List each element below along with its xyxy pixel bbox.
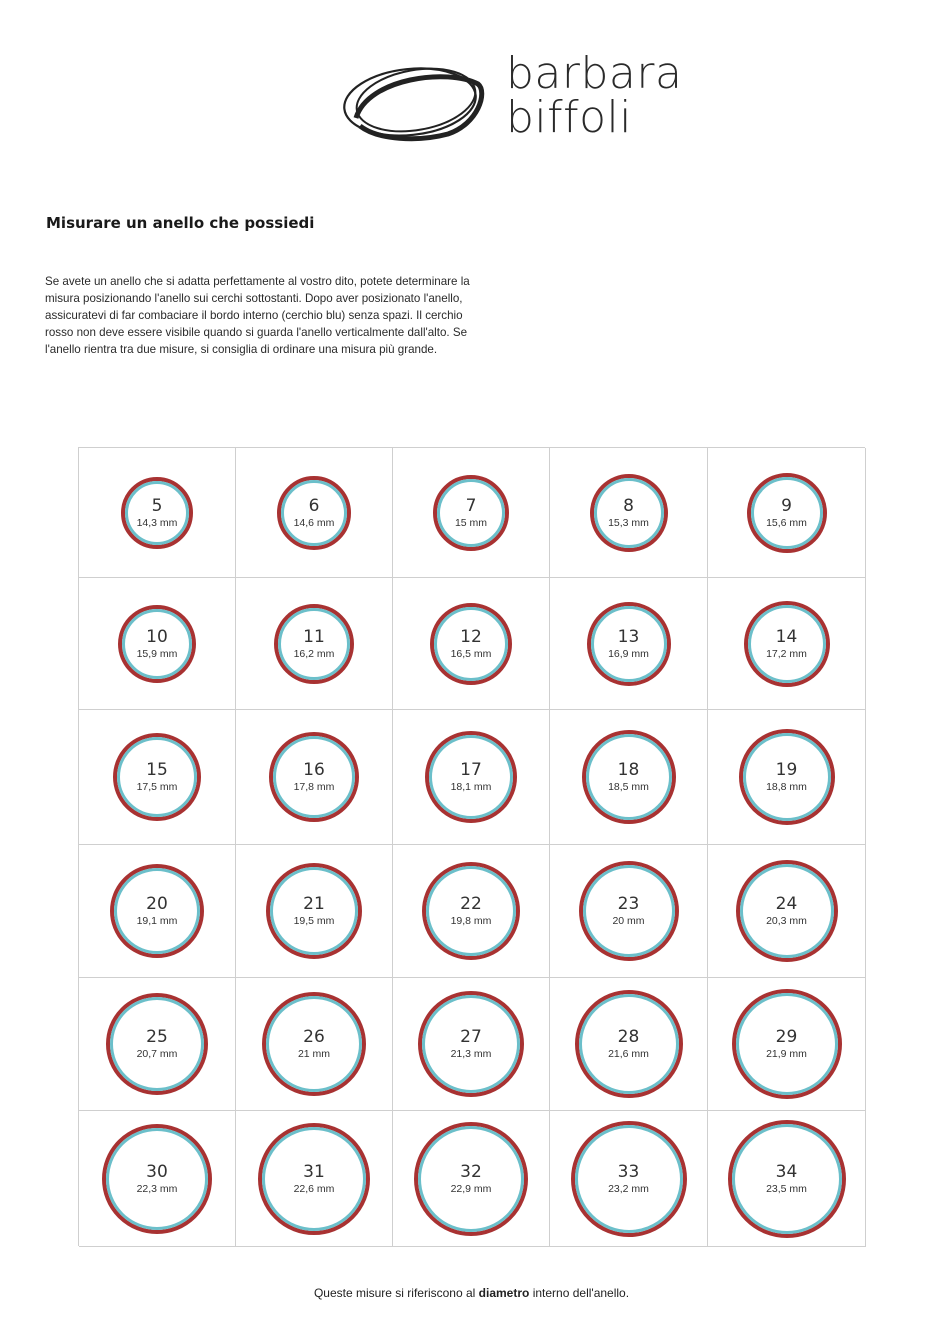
size-cell [236, 448, 393, 578]
size-ring [425, 731, 517, 823]
ring-diameter-label: 17,5 mm [136, 781, 178, 793]
size-ring [747, 473, 827, 553]
page-title: Misurare un anello che possiedi [46, 214, 315, 232]
ring-diameter-label: 16,2 mm [293, 647, 335, 660]
size-ring [732, 989, 842, 1099]
ring-size-number: 14 [775, 626, 798, 647]
size-ring [433, 475, 509, 551]
ring-diameter-label: 18,8 mm [766, 781, 807, 793]
ring-size-number: 29 [775, 1027, 798, 1047]
size-ring [728, 1120, 846, 1238]
ring-size-number: 5 [151, 495, 163, 516]
ring-size-number: 18 [617, 760, 640, 780]
size-ring [590, 474, 668, 552]
ring-diameter-label: 16,9 mm [608, 647, 649, 660]
size-ring [571, 1121, 687, 1237]
ring-size-number: 20 [146, 894, 168, 914]
ring-diameter-label: 15 mm [454, 516, 488, 529]
size-ring [418, 991, 524, 1097]
size-ring [274, 604, 354, 684]
ring-diameter-label: 14,6 mm [293, 516, 335, 529]
ring-size-number: 27 [460, 1027, 482, 1047]
ring-diameter-label: 22,6 mm [293, 1182, 335, 1195]
size-cell [393, 845, 550, 978]
ring-diameter-label: 23,2 mm [608, 1182, 649, 1195]
brand-logo [338, 48, 698, 150]
size-ring [422, 862, 520, 960]
footer-text-after: interno dell'anello. [529, 1286, 630, 1300]
size-cell [550, 448, 708, 578]
size-cell [393, 978, 550, 1111]
size-cell [550, 978, 708, 1111]
ring-size-number: 21 [303, 894, 325, 914]
size-ring [118, 605, 196, 683]
size-ring [113, 733, 201, 821]
size-ring [744, 601, 830, 687]
brand-name [506, 48, 683, 143]
ring-size-number: 33 [617, 1161, 640, 1182]
size-cell [79, 978, 236, 1111]
ring-size-number: 34 [775, 1161, 798, 1182]
ring-diameter-label: 17,8 mm [293, 781, 335, 793]
size-ring [575, 990, 683, 1098]
ring-size-number: 25 [146, 1027, 168, 1047]
footer-bold-word: diametro [478, 1286, 530, 1300]
intro-paragraph: Se avete un anello che si adatta perfettamente al vostro dito, potete determinare la misura posizionando l'anello sui cerchi sottostanti. Dopo aver posizionato l'anello, assicuratevi di far combaciare il bordo interno (cerchio blu) senza spazi. Il cerchio rosso non deve essere visibile quando si guarda l'anello verticalmente dall'alto. Se l'anello rientra tra due misure, si consiglia di ordinare una misura più grande. [45, 275, 470, 356]
ring-diameter-label: 17,2 mm [766, 647, 807, 660]
footer-note [0, 1286, 943, 1300]
size-cell [236, 1111, 393, 1247]
ring-size-number: 32 [460, 1161, 482, 1182]
size-cell [236, 845, 393, 978]
ring-size-number: 7 [465, 495, 477, 516]
ring-size-number: 17 [460, 760, 482, 780]
ring-diameter-label: 14,3 mm [136, 516, 178, 529]
ring-size-number: 28 [617, 1027, 640, 1047]
size-ring [266, 863, 362, 959]
size-cell [708, 710, 866, 845]
ring-diameter-label: 20,7 mm [136, 1048, 178, 1060]
ring-size-number: 8 [623, 495, 634, 516]
ring-size-number: 12 [460, 626, 482, 647]
size-cell [79, 710, 236, 845]
size-ring [269, 732, 359, 822]
size-ring [106, 993, 208, 1095]
ring-size-number: 10 [146, 626, 168, 647]
ring-diameter-label: 16,5 mm [450, 647, 492, 660]
ring-size-number: 24 [775, 894, 798, 914]
size-cell [79, 845, 236, 978]
size-ring [414, 1122, 528, 1236]
ring-size-number: 13 [617, 626, 640, 647]
size-cell [393, 710, 550, 845]
size-ring [587, 602, 671, 686]
size-cell [550, 578, 708, 710]
size-cell [236, 578, 393, 710]
size-ring [121, 477, 193, 549]
size-ring [582, 730, 676, 824]
ring-diameter-label: 22,3 mm [136, 1182, 178, 1195]
ring-diameter-label: 19,5 mm [293, 915, 335, 927]
ring-logo-icon [338, 58, 498, 150]
ring-diameter-label: 22,9 mm [450, 1182, 492, 1195]
size-cell [708, 1111, 866, 1247]
ring-size-number: 16 [303, 760, 325, 780]
size-cell [550, 845, 708, 978]
ring-diameter-label: 19,1 mm [136, 915, 178, 927]
ring-size-number: 22 [460, 894, 482, 914]
ring-diameter-label: 15,3 mm [608, 516, 649, 529]
ring-diameter-label: 19,8 mm [450, 915, 492, 927]
size-ring [262, 992, 366, 1096]
size-cell [79, 448, 236, 578]
size-cell [79, 1111, 236, 1247]
size-cell [79, 578, 236, 710]
size-ring [579, 861, 679, 961]
size-ring [258, 1123, 370, 1235]
ring-size-number: 23 [617, 894, 640, 914]
ring-diameter-label: 21 mm [297, 1048, 331, 1060]
ring-size-number: 11 [303, 626, 325, 647]
size-cell [393, 448, 550, 578]
ring-size-number: 26 [303, 1027, 325, 1047]
ring-size-number: 30 [146, 1161, 168, 1182]
size-ring [102, 1124, 212, 1234]
ring-diameter-label: 15,9 mm [136, 647, 178, 660]
size-cell [236, 978, 393, 1111]
ring-size-number: 19 [775, 760, 798, 780]
size-cell [550, 1111, 708, 1247]
ring-diameter-label: 20,3 mm [766, 915, 807, 927]
size-ring [739, 729, 835, 825]
ring-size-grid [78, 447, 865, 1246]
ring-size-number: 15 [146, 760, 168, 780]
ring-size-number: 31 [303, 1161, 325, 1182]
ring-diameter-label: 21,9 mm [766, 1048, 807, 1060]
size-cell [708, 448, 866, 578]
brand-line-1: barbara [506, 48, 683, 99]
ring-diameter-label: 21,6 mm [608, 1048, 649, 1060]
ring-diameter-label: 23,5 mm [766, 1182, 807, 1195]
size-ring [736, 860, 838, 962]
ring-size-number: 6 [308, 495, 320, 516]
brand-line-2: biffoli [506, 92, 633, 143]
size-cell [393, 578, 550, 710]
ring-diameter-label: 18,5 mm [608, 781, 649, 793]
size-cell [708, 578, 866, 710]
size-cell [708, 978, 866, 1111]
ring-diameter-label: 15,6 mm [766, 516, 807, 529]
ring-diameter-label: 21,3 mm [450, 1048, 492, 1060]
size-cell [708, 845, 866, 978]
footer-text-before: Queste misure si riferiscono al [313, 1286, 479, 1300]
size-cell [550, 710, 708, 845]
size-ring [277, 476, 351, 550]
size-cell [236, 710, 393, 845]
ring-diameter-label: 20 mm [612, 915, 645, 927]
ring-diameter-label: 18,1 mm [450, 781, 492, 793]
size-cell [393, 1111, 550, 1247]
size-ring [110, 864, 204, 958]
ring-size-number: 9 [781, 495, 792, 516]
size-ring [430, 603, 512, 685]
